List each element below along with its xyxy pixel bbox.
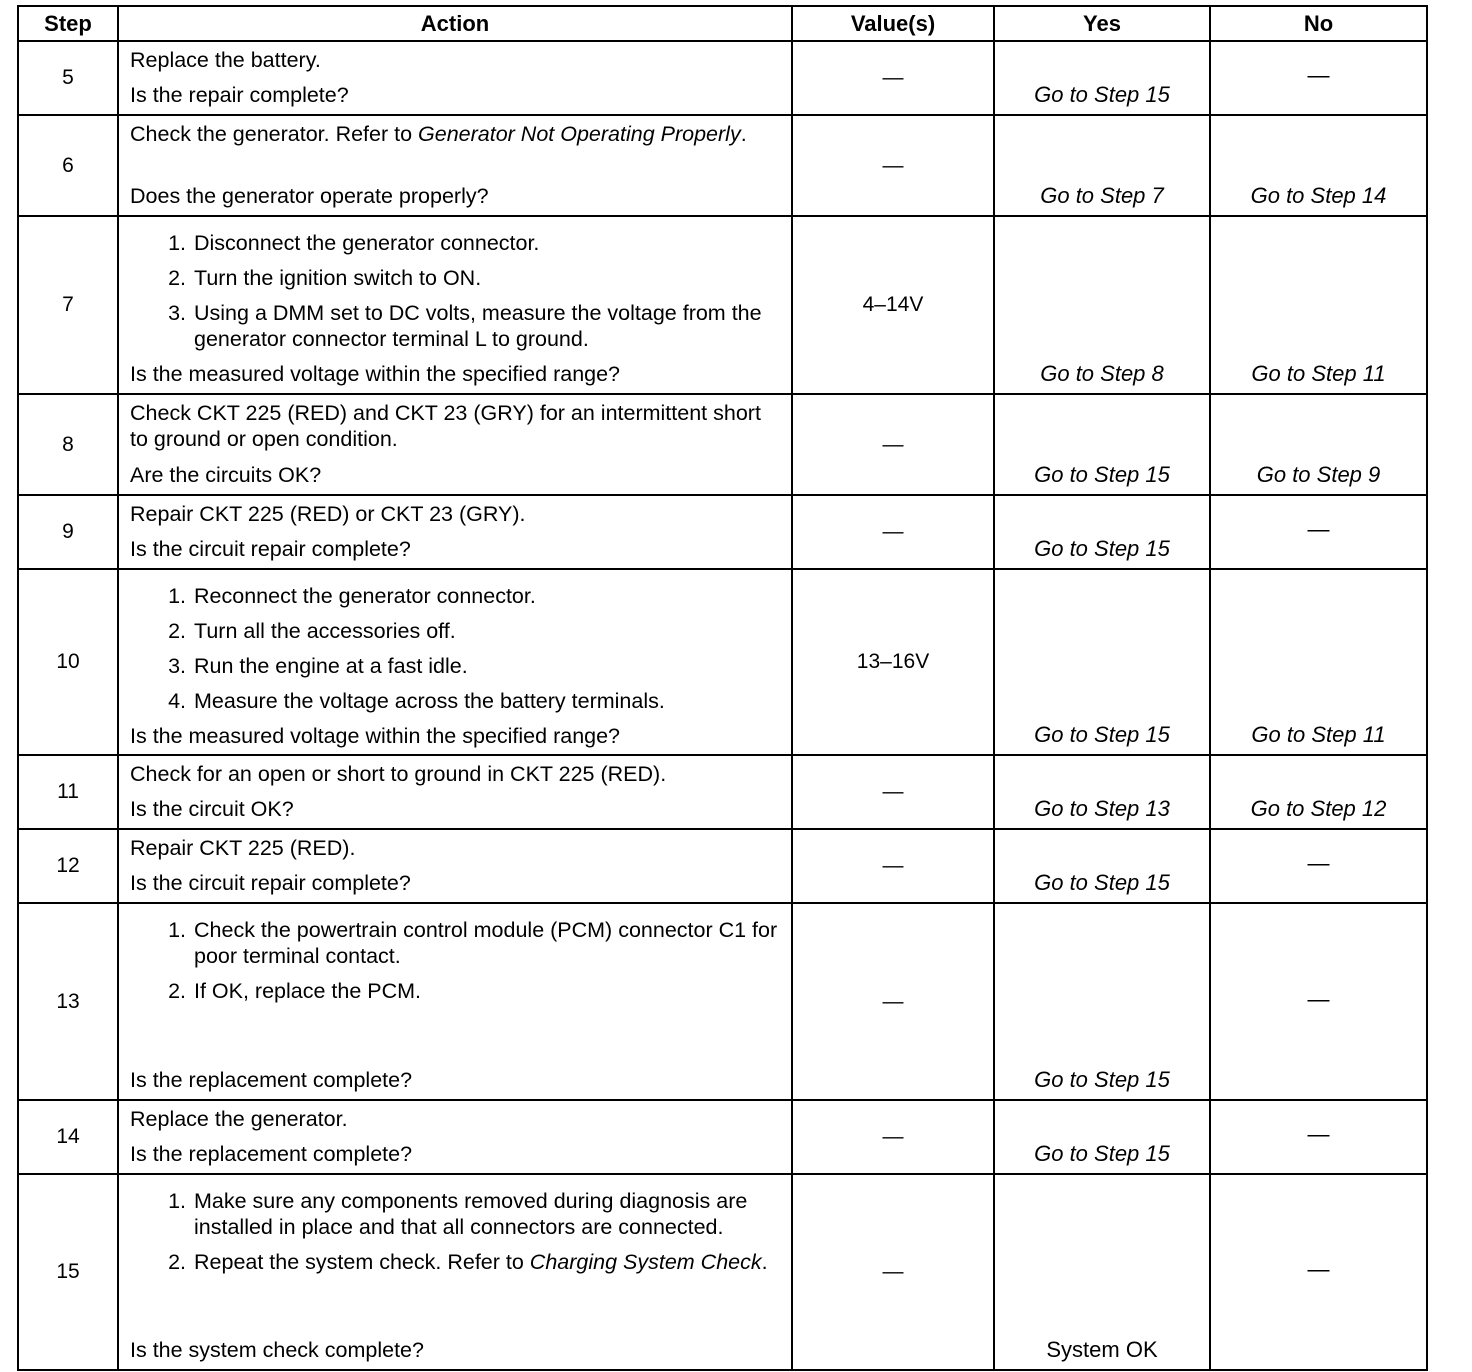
no-result: — [1307,985,1330,1011]
action-question: Is the circuit OK? [130,797,294,821]
step-number: 14 [18,1100,118,1174]
no-cell [1210,41,1427,115]
action-cell [118,903,792,1100]
value-cell: — [792,495,994,569]
no-result: Go to Step 11 [1251,361,1386,386]
yes-result: Go to Step 15 [1034,870,1170,895]
step-number: 12 [18,829,118,903]
substep-list [130,583,781,723]
step-number: 13 [18,903,118,1100]
substep-item: 4. Measure the voltage across the battery terminals. [168,689,665,713]
action-text: Replace the battery. [130,48,321,72]
action-question: Is the measured voltage within the specified range? [130,362,621,386]
table-row [18,829,1427,903]
action-text: Check the generator. Refer to Generator Not Operating Properly. [130,122,747,146]
action-question: Is the circuit repair complete? [130,871,411,895]
value-cell: — [792,41,994,115]
action-cell [118,394,792,495]
header-yes: Yes [994,6,1210,41]
table-row [18,569,1427,755]
action-cell [118,1174,792,1370]
yes-cell [994,1100,1210,1174]
value-cell: — [792,1174,994,1370]
action-question: Is the circuit repair complete? [130,537,411,561]
yes-cell [994,216,1210,394]
no-cell [1210,394,1427,495]
yes-cell [994,1174,1210,1370]
no-cell [1210,216,1427,394]
header-no: No [1210,6,1427,41]
action-question: Is the system check complete? [130,1338,424,1362]
action-cell [118,829,792,903]
no-cell [1210,755,1427,829]
substep-item: 3. Using a DMM set to DC volts, measure the voltage from the generator connector terminal L to ground. [168,301,762,351]
yes-result: Go to Step 15 [1034,722,1170,747]
reference-link: Charging System Check [529,1250,762,1274]
yes-cell [994,41,1210,115]
table-row [18,41,1427,115]
step-number: 5 [18,41,118,115]
value-cell: — [792,903,994,1100]
no-result: Go to Step 11 [1251,722,1386,747]
no-result: Go to Step 9 [1256,462,1381,487]
no-cell [1210,495,1427,569]
substep-list [130,230,781,361]
step-number: 10 [18,569,118,755]
diagnostic-table [17,5,1428,1371]
header-action: Action [118,6,792,41]
no-result: — [1307,1256,1330,1282]
reference-link: Generator Not Operating Properly [418,122,741,146]
value-cell: 13–16V [792,569,994,755]
table-row [18,495,1427,569]
no-cell [1210,569,1427,755]
yes-result: Go to Step 8 [1040,361,1164,386]
substep-item: 2. Repeat the system check. Refer to Charging System Check. [168,1250,768,1274]
yes-cell [994,495,1210,569]
no-result: — [1307,62,1330,88]
yes-cell [994,569,1210,755]
substep-item: 1. Make sure any components removed during diagnosis are installed in place and that all connectors are connected. [168,1189,748,1239]
substep-list [130,1188,781,1284]
table-row [18,903,1427,1100]
yes-cell [994,394,1210,495]
substep-item: 2. Turn all the accessories off. [168,619,456,643]
no-result: Go to Step 14 [1250,183,1387,208]
yes-result: Go to Step 15 [1034,1067,1170,1092]
action-cell [118,1100,792,1174]
value-cell: — [792,394,994,495]
action-question: Does the generator operate properly? [130,184,489,208]
yes-cell [994,115,1210,216]
table-row [18,1174,1427,1370]
value-cell: — [792,829,994,903]
substep-item: 1. Disconnect the generator connector. [168,231,540,255]
substep-item: 2. Turn the ignition switch to ON. [168,266,482,290]
header-step: Step [18,6,118,41]
action-text: Repair CKT 225 (RED). [130,836,356,860]
table-row [18,216,1427,394]
value-cell: — [792,115,994,216]
value-cell: — [792,755,994,829]
no-cell [1210,115,1427,216]
no-cell [1210,1174,1427,1370]
action-cell [118,755,792,829]
action-text: Repair CKT 225 (RED) or CKT 23 (GRY). [130,502,526,526]
no-cell [1210,1100,1427,1174]
action-text: Check for an open or short to ground in CKT 225 (RED). [130,762,667,786]
action-cell [118,216,792,394]
no-result: Go to Step 12 [1250,796,1387,821]
step-number: 9 [18,495,118,569]
step-number: 8 [18,394,118,495]
action-question: Is the replacement complete? [130,1142,413,1166]
yes-cell [994,903,1210,1100]
yes-cell [994,755,1210,829]
yes-cell [994,829,1210,903]
action-cell [118,569,792,755]
no-cell [1210,829,1427,903]
value-cell: — [792,1100,994,1174]
step-number: 6 [18,115,118,216]
no-cell [1210,903,1427,1100]
yes-result: Go to Step 15 [1034,82,1170,107]
substep-item: 2. If OK, replace the PCM. [168,979,422,1003]
step-number: 7 [18,216,118,394]
table-row [18,115,1427,216]
no-result: — [1307,1121,1330,1147]
yes-result: System OK [1046,1337,1158,1362]
yes-result: Go to Step 7 [1040,183,1164,208]
header-values: Value(s) [792,6,994,41]
step-number: 11 [18,755,118,829]
table-row [18,755,1427,829]
action-text: Check CKT 225 (RED) and CKT 23 (GRY) for an intermittent short to ground or open condition. [130,401,761,451]
substep-item: 1. Check the powertrain control module (PCM) connector C1 for poor terminal contact. [168,918,778,968]
action-cell [118,495,792,569]
action-question: Is the repair complete? [130,83,349,107]
yes-result: Go to Step 13 [1034,796,1170,821]
action-question: Is the measured voltage within the specified range? [130,724,621,748]
substep-item: 3. Run the engine at a fast idle. [168,654,468,678]
substep-list [130,917,781,1013]
yes-result: Go to Step 15 [1034,462,1170,487]
action-cell [118,41,792,115]
action-question: Is the replacement complete? [130,1068,413,1092]
no-result: — [1307,516,1330,542]
substep-item: 1. Reconnect the generator connector. [168,584,536,608]
table-row [18,394,1427,495]
step-number: 15 [18,1174,118,1370]
table-header-row [18,6,1427,41]
yes-result: Go to Step 15 [1034,536,1170,561]
value-cell: 4–14V [792,216,994,394]
action-question: Are the circuits OK? [130,463,322,487]
action-cell [118,115,792,216]
table-row [18,1100,1427,1174]
yes-result: Go to Step 15 [1034,1141,1170,1166]
no-result: — [1307,850,1330,876]
action-text: Replace the generator. [130,1107,348,1131]
